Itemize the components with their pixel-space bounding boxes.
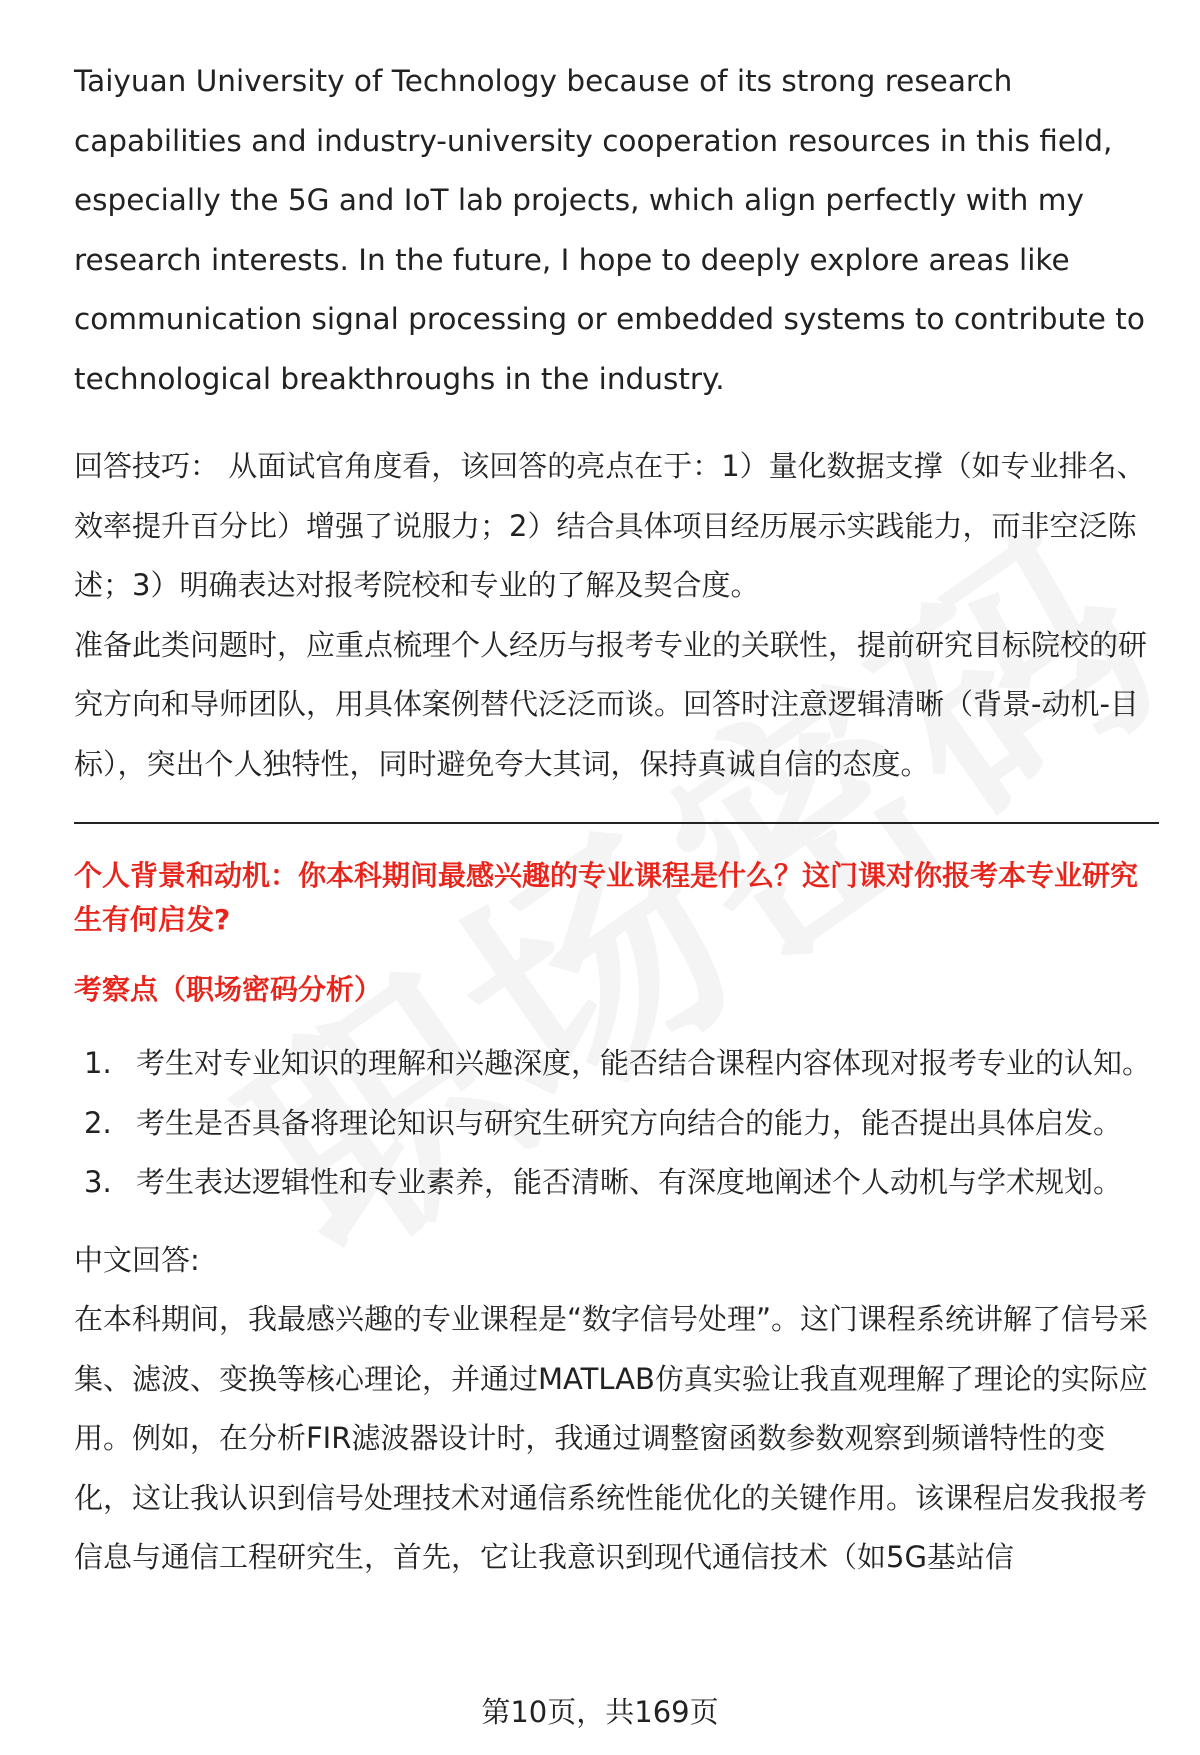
- list-text: 考生对专业知识的理解和兴趣深度，能否结合课程内容体现对报考专业的认知。: [136, 1046, 1152, 1080]
- list-text: 考生是否具备将理论知识与研究生研究方向结合的能力，能否提出具体启发。: [136, 1105, 1123, 1140]
- page-footer: 第10页，共169页: [481, 1695, 719, 1729]
- list-number: 3.: [84, 1165, 112, 1199]
- answer-label: 中文回答:: [74, 1242, 200, 1277]
- assessment-points-list: [74, 1034, 1159, 1213]
- tips-paragraph: 回答技巧： 从面试官角度看，该回答的亮点在于：1）量化数据支撑（如专业排名、效率提升百分比）增强了说服力；2）结合具体项目经历展示实践能力，而非空泛陈述；3）明确表达对报考院校和专业的了解及契合度。: [74, 449, 1146, 602]
- list-number: 1.: [84, 1046, 112, 1080]
- intro-paragraph: Taiyuan University of Technology because of its strong research capabilities and industry-university cooperation resources in this field, especially the 5G and IoT lab projects, which align perfectly with my research interests. In the future, I hope to deeply explore areas like communication signal processing or embedded systems to contribute to technological breakthroughs in the industry.: [74, 64, 1145, 396]
- spacer: [74, 409, 1159, 437]
- answer-paragraph: 在本科期间，我最感兴趣的专业课程是“数字信号处理”。这门课程系统讲解了信号采集、滤波、变换等核心理论，并通过MATLAB仿真实验让我直观理解了理论的实际应用。例如，在分析FIR滤波器设计时，我通过调整窗函数参数观察到频谱特性的变化，这让我认识到信号处理技术对通信系统性能优化的关键作用。该课程启发我报考信息与通信工程研究生，首先，它让我意识到现代通信技术（如5G基站信: [74, 1302, 1149, 1574]
- question-title: 个人背景和动机：你本科期间最感兴趣的专业课程是什么？这门课对你报考本专业研究生有何启发?: [74, 859, 1139, 936]
- list-text: 考生表达逻辑性和专业素养，能否清晰、有深度地阐述个人动机与学术规划。: [136, 1165, 1123, 1199]
- list-item: [74, 1094, 1159, 1154]
- list-number: 2.: [84, 1105, 112, 1140]
- document-body: [74, 52, 1159, 1588]
- section-divider: [74, 822, 1159, 824]
- points-heading: 考察点（职场密码分析）: [74, 973, 383, 1006]
- list-item: [74, 1153, 1159, 1213]
- list-item: [74, 1034, 1159, 1094]
- prep-paragraph: 准备此类问题时，应重点梳理个人经历与报考专业的关联性，提前研究目标院校的研究方向和导师团队，用具体案例替代泛泛而谈。回答时注意逻辑清晰（背景-动机-目标），突出个人独特性，同时避免夸大其词，保持真诚自信的态度。: [74, 627, 1148, 781]
- spacer: [74, 1213, 1159, 1231]
